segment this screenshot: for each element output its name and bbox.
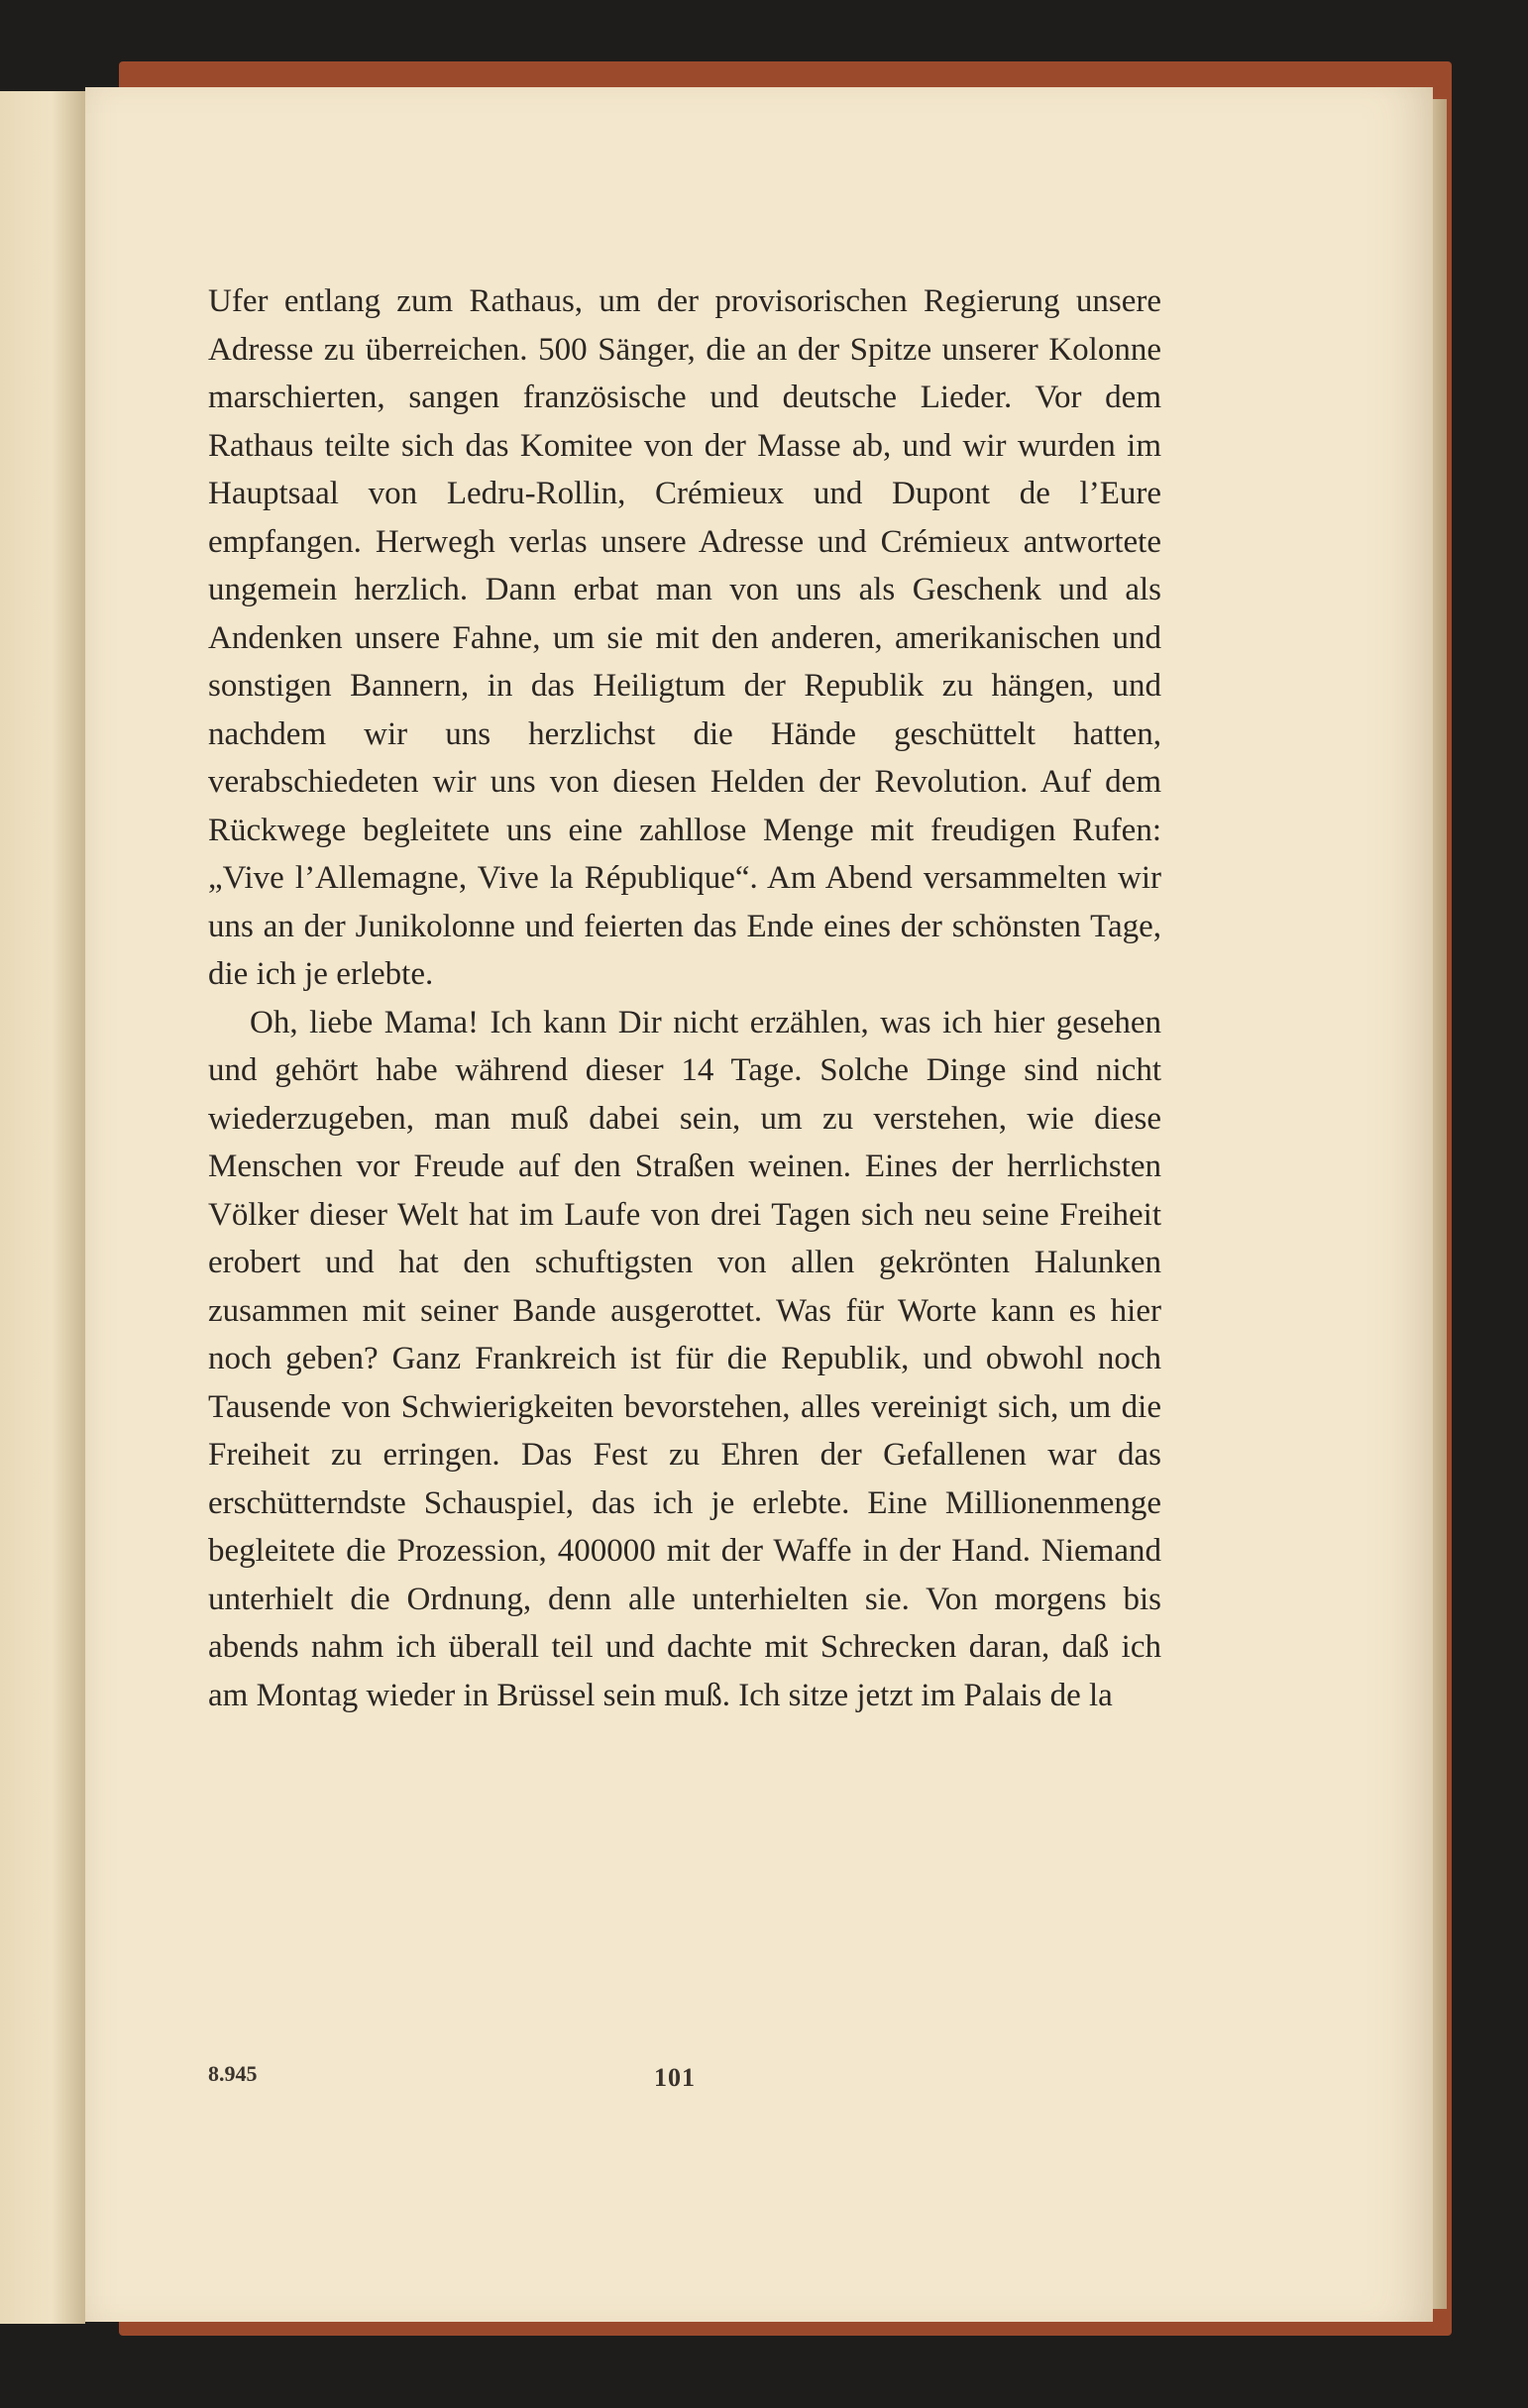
paragraph-1: Ufer entlang zum Rathaus, um der provisorischen Regierung unsere Adresse zu überreichen. 500 Sänger, die an der Spitze unserer Kolonne marschierten, sangen französische und deutsche Lieder. Vor dem Rathaus teilte sich das Komitee von der Masse ab, und wir wurden im Hauptsaal von Ledru-Rollin, Crémieux und Dupont de l’Eure empfangen. Herwegh verlas unsere Adresse und Crémieux antwortete ungemein herzlich. Dann erbat man von uns als Geschenk und als Andenken unsere Fahne, um sie mit den anderen, amerikanischen und sonstigen Bannern, in das Heiligtum der Republik zu hängen, und nachdem wir uns herzlichst die Hände geschüttelt hatten, verabschiedeten wir uns von diesen Helden der Revolution. Auf dem Rückwege begleitete uns eine zahllose Menge mit freudigen Rufen: „Vive l’Allemagne, Vive la République“. Am Abend versammelten wir uns an der Junikolonne und feierten das Ende eines der schönsten Tage, die ich je erlebte. [208,283,1161,992]
page-number: 101 [654,2063,696,2092]
body-text [208,277,1161,1719]
paragraph-2: Oh, liebe Mama! Ich kann Dir nicht erzählen, was ich hier gesehen und gehört habe während dieser 14 Tage. Solche Dinge sind nicht wiederzugeben, man muß dabei sein, um zu verstehen, wie diese Menschen vor Freude auf den Straßen weinen. Eines der herrlichsten Völker dieser Welt hat im Laufe von drei Tagen sich neu seine Freiheit erobert und hat den schuftigsten von allen gekrönten Halunken zusammen mit seiner Bande ausgerottet. Was für Worte kann es hier noch geben? Ganz Frankreich ist für die Republik, und obwohl noch Tausende von Schwierigkeiten bevorstehen, alles vereinigt sich, um die Freiheit zu erringen. Das Fest zu Ehren der Gefallenen war das erschütterndste Schauspiel, das ich je erlebte. Eine Millionenmenge begleitete die Prozession, 400000 mit der Waffe in der Hand. Niemand unterhielt die Ordnung, denn alle unterhielten sie. Von morgens bis abends nahm ich überall teil und dachte mit Schrecken daran, daß ich am Montag wieder in Brüssel sein muß. Ich sitze jetzt im Palais de la [208,1004,1161,1713]
facing-page-edge [0,91,85,2324]
printer-signature: 8.945 [208,2061,258,2086]
